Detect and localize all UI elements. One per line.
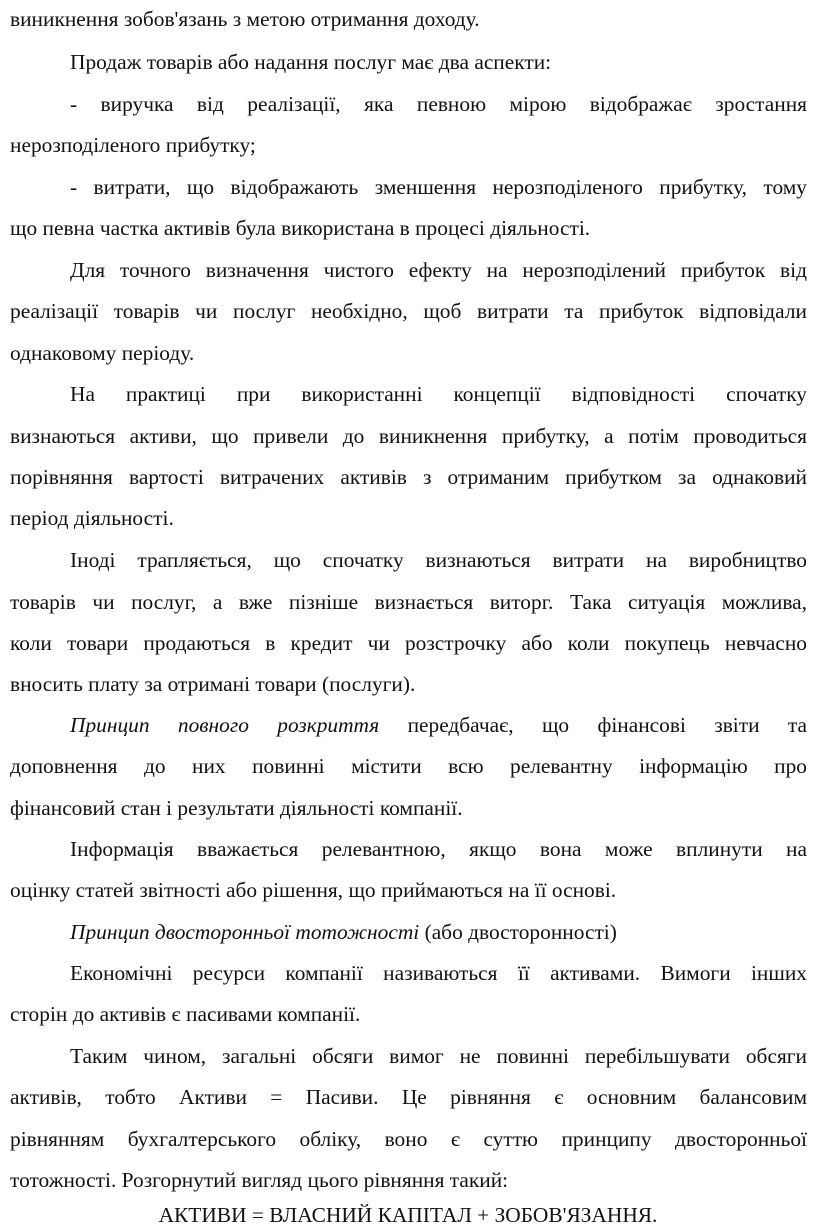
text-line: Інформація вважається релевантною, якщо вона може вплинути на bbox=[70, 837, 807, 861]
text-span: передбачає, що фінансові звіти та bbox=[379, 713, 807, 737]
text-line: визнаються активи, що привели до виникнення прибутку, а потім проводиться bbox=[10, 424, 807, 448]
text-line: активів, тобто Активи = Пасиви. Це рівняння є основним балансовим bbox=[10, 1085, 807, 1109]
text-line: реалізації товарів чи послуг необхідно, щоб витрати та прибуток відповідали bbox=[10, 299, 807, 323]
text-line: рівнянням бухгалтерського обліку, воно є суттю принципу двосторонньої bbox=[10, 1127, 807, 1151]
text-line: Продаж товарів або надання послуг має два аспекти: bbox=[70, 50, 552, 74]
principle-title: Принцип двосторонньої тотожності bbox=[70, 920, 420, 944]
balance-equation: АКТИВИ = ВЛАСНИЙ КАПІТАЛ + ЗОБОВ'ЯЗАННЯ. bbox=[158, 1203, 658, 1227]
text-line: оцінку статей звітності або рішення, що приймаються на її основі. bbox=[10, 878, 617, 902]
text-line: порівняння вартості витрачених активів з отриманим прибутком за однаковий bbox=[10, 465, 807, 489]
text-line: Таким чином, загальні обсяги вимог не повинні перебільшувати обсяги bbox=[70, 1044, 807, 1068]
list-item-revenue: - виручка від реалізації, яка певною мірою відображає зростання bbox=[70, 92, 807, 116]
text-line: що певна частка активів була використана в процесі діяльності. bbox=[10, 216, 591, 240]
text-line: сторін до активів є пасивами компанії. bbox=[10, 1002, 361, 1026]
section-heading bbox=[70, 917, 807, 947]
text-line: товарів чи послуг, а вже пізніше визнається виторг. Така ситуація можлива, bbox=[10, 590, 807, 614]
text-span: (або двосторонності) bbox=[419, 920, 617, 944]
text-line: доповнення до них повинні містити всю релевантну інформацію про bbox=[10, 754, 807, 778]
text-line: період діяльності. bbox=[10, 506, 174, 530]
text-line: На практиці при використанні концепції відповідності спочатку bbox=[70, 382, 807, 406]
text-line: вносить плату за отримані товари (послуги). bbox=[10, 672, 416, 696]
text-line: виникнення зобов'язань з метою отримання доходу. bbox=[10, 7, 480, 31]
text-line: Економічні ресурси компанії називаються її активами. Вимоги інших bbox=[70, 961, 807, 985]
text-line: коли товари продаються в кредит чи розстрочку або коли покупець невчасно bbox=[10, 631, 807, 655]
text-line: нерозподіленого прибутку; bbox=[10, 133, 256, 157]
text-line: Іноді трапляється, що спочатку визнаються витрати на виробництво bbox=[70, 548, 807, 572]
text-line: фінансовий стан і результати діяльності компанії. bbox=[10, 796, 463, 820]
list-item-expenses: - витрати, що відображають зменшення нерозподіленого прибутку, тому bbox=[70, 175, 807, 199]
principle-title: Принцип повного розкриття bbox=[70, 713, 380, 737]
text-line: тотожності. Розгорнутий вигляд цього рівняння такий: bbox=[10, 1168, 509, 1192]
paragraph-full-disclosure bbox=[70, 710, 807, 740]
text-line: однаковому періоду. bbox=[10, 341, 195, 365]
text-line: Для точного визначення чистого ефекту на нерозподілений прибуток від bbox=[70, 258, 807, 282]
